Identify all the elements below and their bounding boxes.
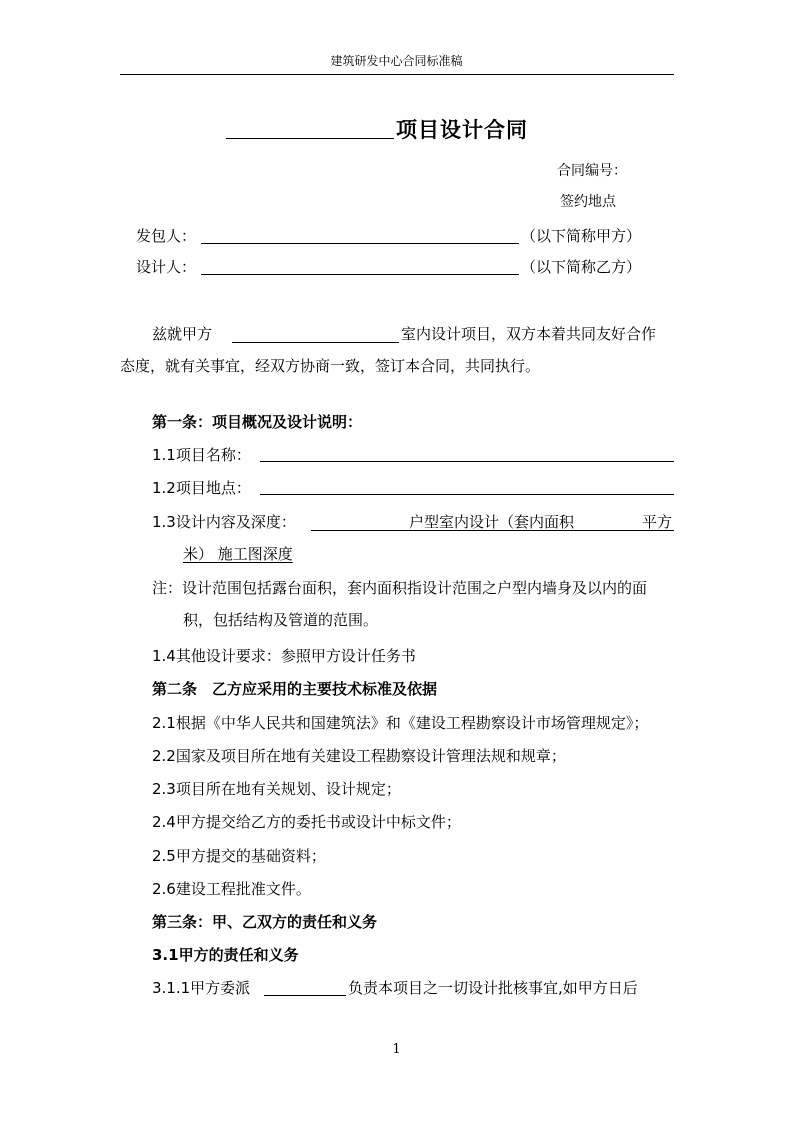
article1-heading: 第一条：项目概况及设计说明： [152, 413, 363, 431]
client-blank-line [201, 243, 519, 244]
intro-project-blank-line [232, 342, 399, 343]
client-suffix: （以下简称甲方） [521, 227, 642, 245]
item-1-3-line2: 米） 施工图深度 [183, 545, 293, 563]
item-3-1-1-prefix: 3.1.1甲方委派 [152, 979, 251, 997]
intro-line2: 态度，就有关事宜，经双方协商一致，签订本合同，共同执行。 [120, 357, 541, 375]
item-1-3-unit: 平方 [642, 513, 673, 531]
document-title: 项目设计合同 [396, 118, 528, 142]
article3-subheading: 3.1甲方的责任和义务 [152, 946, 299, 964]
item-1-4: 1.4其他设计要求：参照甲方设计任务书 [152, 647, 416, 665]
title-blank-line [226, 138, 394, 139]
page-header-title: 建筑研发中心合同标准稿 [330, 54, 463, 68]
article2-item: 2.4甲方提交给乙方的委托书或设计中标文件； [152, 813, 461, 831]
designer-blank-line [201, 274, 519, 275]
header-rule [120, 74, 674, 75]
designer-suffix: （以下简称乙方） [521, 258, 642, 276]
intro-prefix: 兹就甲方 [152, 325, 213, 343]
page-number: 1 [392, 1042, 401, 1057]
item-3-1-1-rest: 负责本项目之一切设计批核事宜,如甲方日后 [348, 979, 638, 997]
article2-item: 2.6建设工程批准文件。 [152, 880, 311, 898]
item-1-3-label: 1.3设计内容及深度： [152, 513, 296, 531]
signing-place-label: 签约地点 [560, 194, 616, 210]
article2-item: 2.3项目所在地有关规划、设计规定； [152, 780, 401, 798]
designer-label: 设计人： [136, 258, 197, 276]
intro-line1-rest: 室内设计项目，双方本着共同友好合作 [401, 325, 657, 343]
contract-number-label: 合同编号： [557, 163, 627, 179]
note-line1: 注：设计范围包括露台面积，套内面积指设计范围之户型内墙身及以内的面 [152, 579, 648, 597]
article2-item: 2.5甲方提交的基础资料； [152, 847, 326, 865]
article2-item: 2.1根据《中华人民共和国建筑法》和《建设工程勘察设计市场管理规定》； [152, 714, 649, 732]
item-1-1-label: 1.1项目名称： [152, 446, 251, 464]
article3-heading: 第三条：甲、乙双方的责任和义务 [152, 913, 378, 931]
project-name-blank-line [260, 461, 674, 462]
note-line2: 积，包括结构及管道的范围。 [183, 611, 379, 629]
item-1-2-label: 1.2项目地点： [152, 479, 251, 497]
article2-item: 2.2国家及项目所在地有关建设工程勘察设计管理法规和规章； [152, 747, 566, 765]
item-1-3-content: 户型室内设计（套内面积 [409, 513, 575, 531]
article2-heading: 第二条 乙方应采用的主要技术标准及依据 [152, 680, 438, 698]
client-label: 发包人： [136, 227, 197, 245]
project-location-blank-line [260, 494, 674, 495]
delegate-blank-line [264, 995, 346, 996]
